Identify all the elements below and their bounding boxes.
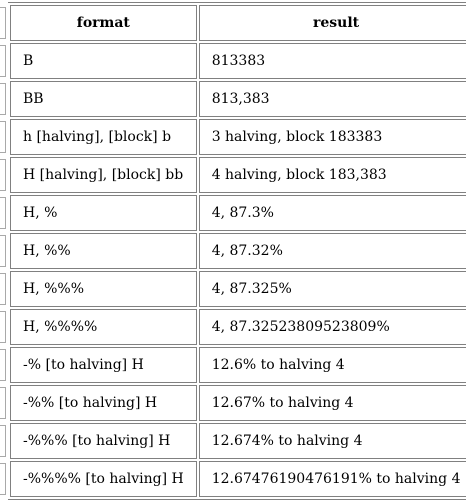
format-cell: H, %% xyxy=(10,233,197,269)
table-row xyxy=(10,233,466,269)
format-cell: H, %%%% xyxy=(10,309,197,345)
result-cell: 4 halving, block 183,383 xyxy=(199,157,466,193)
format-cell: BB xyxy=(10,81,197,117)
result-cell: 12.674% to halving 4 xyxy=(199,423,466,459)
cropped-cell-edge xyxy=(0,121,6,153)
format-cell: H, % xyxy=(10,195,197,231)
cropped-cell-edge xyxy=(0,45,6,77)
format-cell: -%%%% [to halving] H xyxy=(10,461,197,497)
result-cell: 4, 87.32% xyxy=(199,233,466,269)
format-cell: B xyxy=(10,43,197,79)
cropped-cell-edge xyxy=(0,273,6,305)
cropped-cell-edge xyxy=(0,7,6,39)
format-cell: -%% [to halving] H xyxy=(10,385,197,421)
result-cell: 4, 87.32523809523809% xyxy=(199,309,466,345)
table-row xyxy=(10,81,466,117)
table-row xyxy=(10,347,466,383)
table-header-row xyxy=(10,5,466,41)
table-row xyxy=(10,309,466,345)
table-row xyxy=(10,423,466,459)
cropped-cell-edge xyxy=(0,197,6,229)
cropped-cell-edge xyxy=(0,311,6,343)
table-row xyxy=(10,385,466,421)
format-column-header: format xyxy=(10,5,197,41)
result-cell: 3 halving, block 183383 xyxy=(199,119,466,155)
result-cell: 813383 xyxy=(199,43,466,79)
result-cell: 12.67476190476191% to halving 4 xyxy=(199,461,466,497)
result-cell: 12.67% to halving 4 xyxy=(199,385,466,421)
format-results-table xyxy=(8,2,466,500)
table-row xyxy=(10,43,466,79)
table-row xyxy=(10,119,466,155)
format-cell: H [halving], [block] bb xyxy=(10,157,197,193)
result-cell: 12.6% to halving 4 xyxy=(199,347,466,383)
cropped-cell-edge xyxy=(0,387,6,419)
table-row xyxy=(10,461,466,497)
cropped-cell-edge xyxy=(0,425,6,457)
result-cell: 813,383 xyxy=(199,81,466,117)
cropped-cell-edge xyxy=(0,83,6,115)
format-cell: h [halving], [block] b xyxy=(10,119,197,155)
table-row xyxy=(10,271,466,307)
cropped-cell-edge xyxy=(0,349,6,381)
cropped-cell-edge xyxy=(0,463,6,495)
result-cell: 4, 87.325% xyxy=(199,271,466,307)
result-cell: 4, 87.3% xyxy=(199,195,466,231)
table-row xyxy=(10,195,466,231)
cropped-cell-edge xyxy=(0,235,6,267)
table-row xyxy=(10,157,466,193)
cropped-left-table-edge xyxy=(0,0,6,504)
format-cell: H, %%% xyxy=(10,271,197,307)
format-cell: -% [to halving] H xyxy=(10,347,197,383)
result-column-header: result xyxy=(199,5,466,41)
cropped-cell-edge xyxy=(0,159,6,191)
format-cell: -%%% [to halving] H xyxy=(10,423,197,459)
